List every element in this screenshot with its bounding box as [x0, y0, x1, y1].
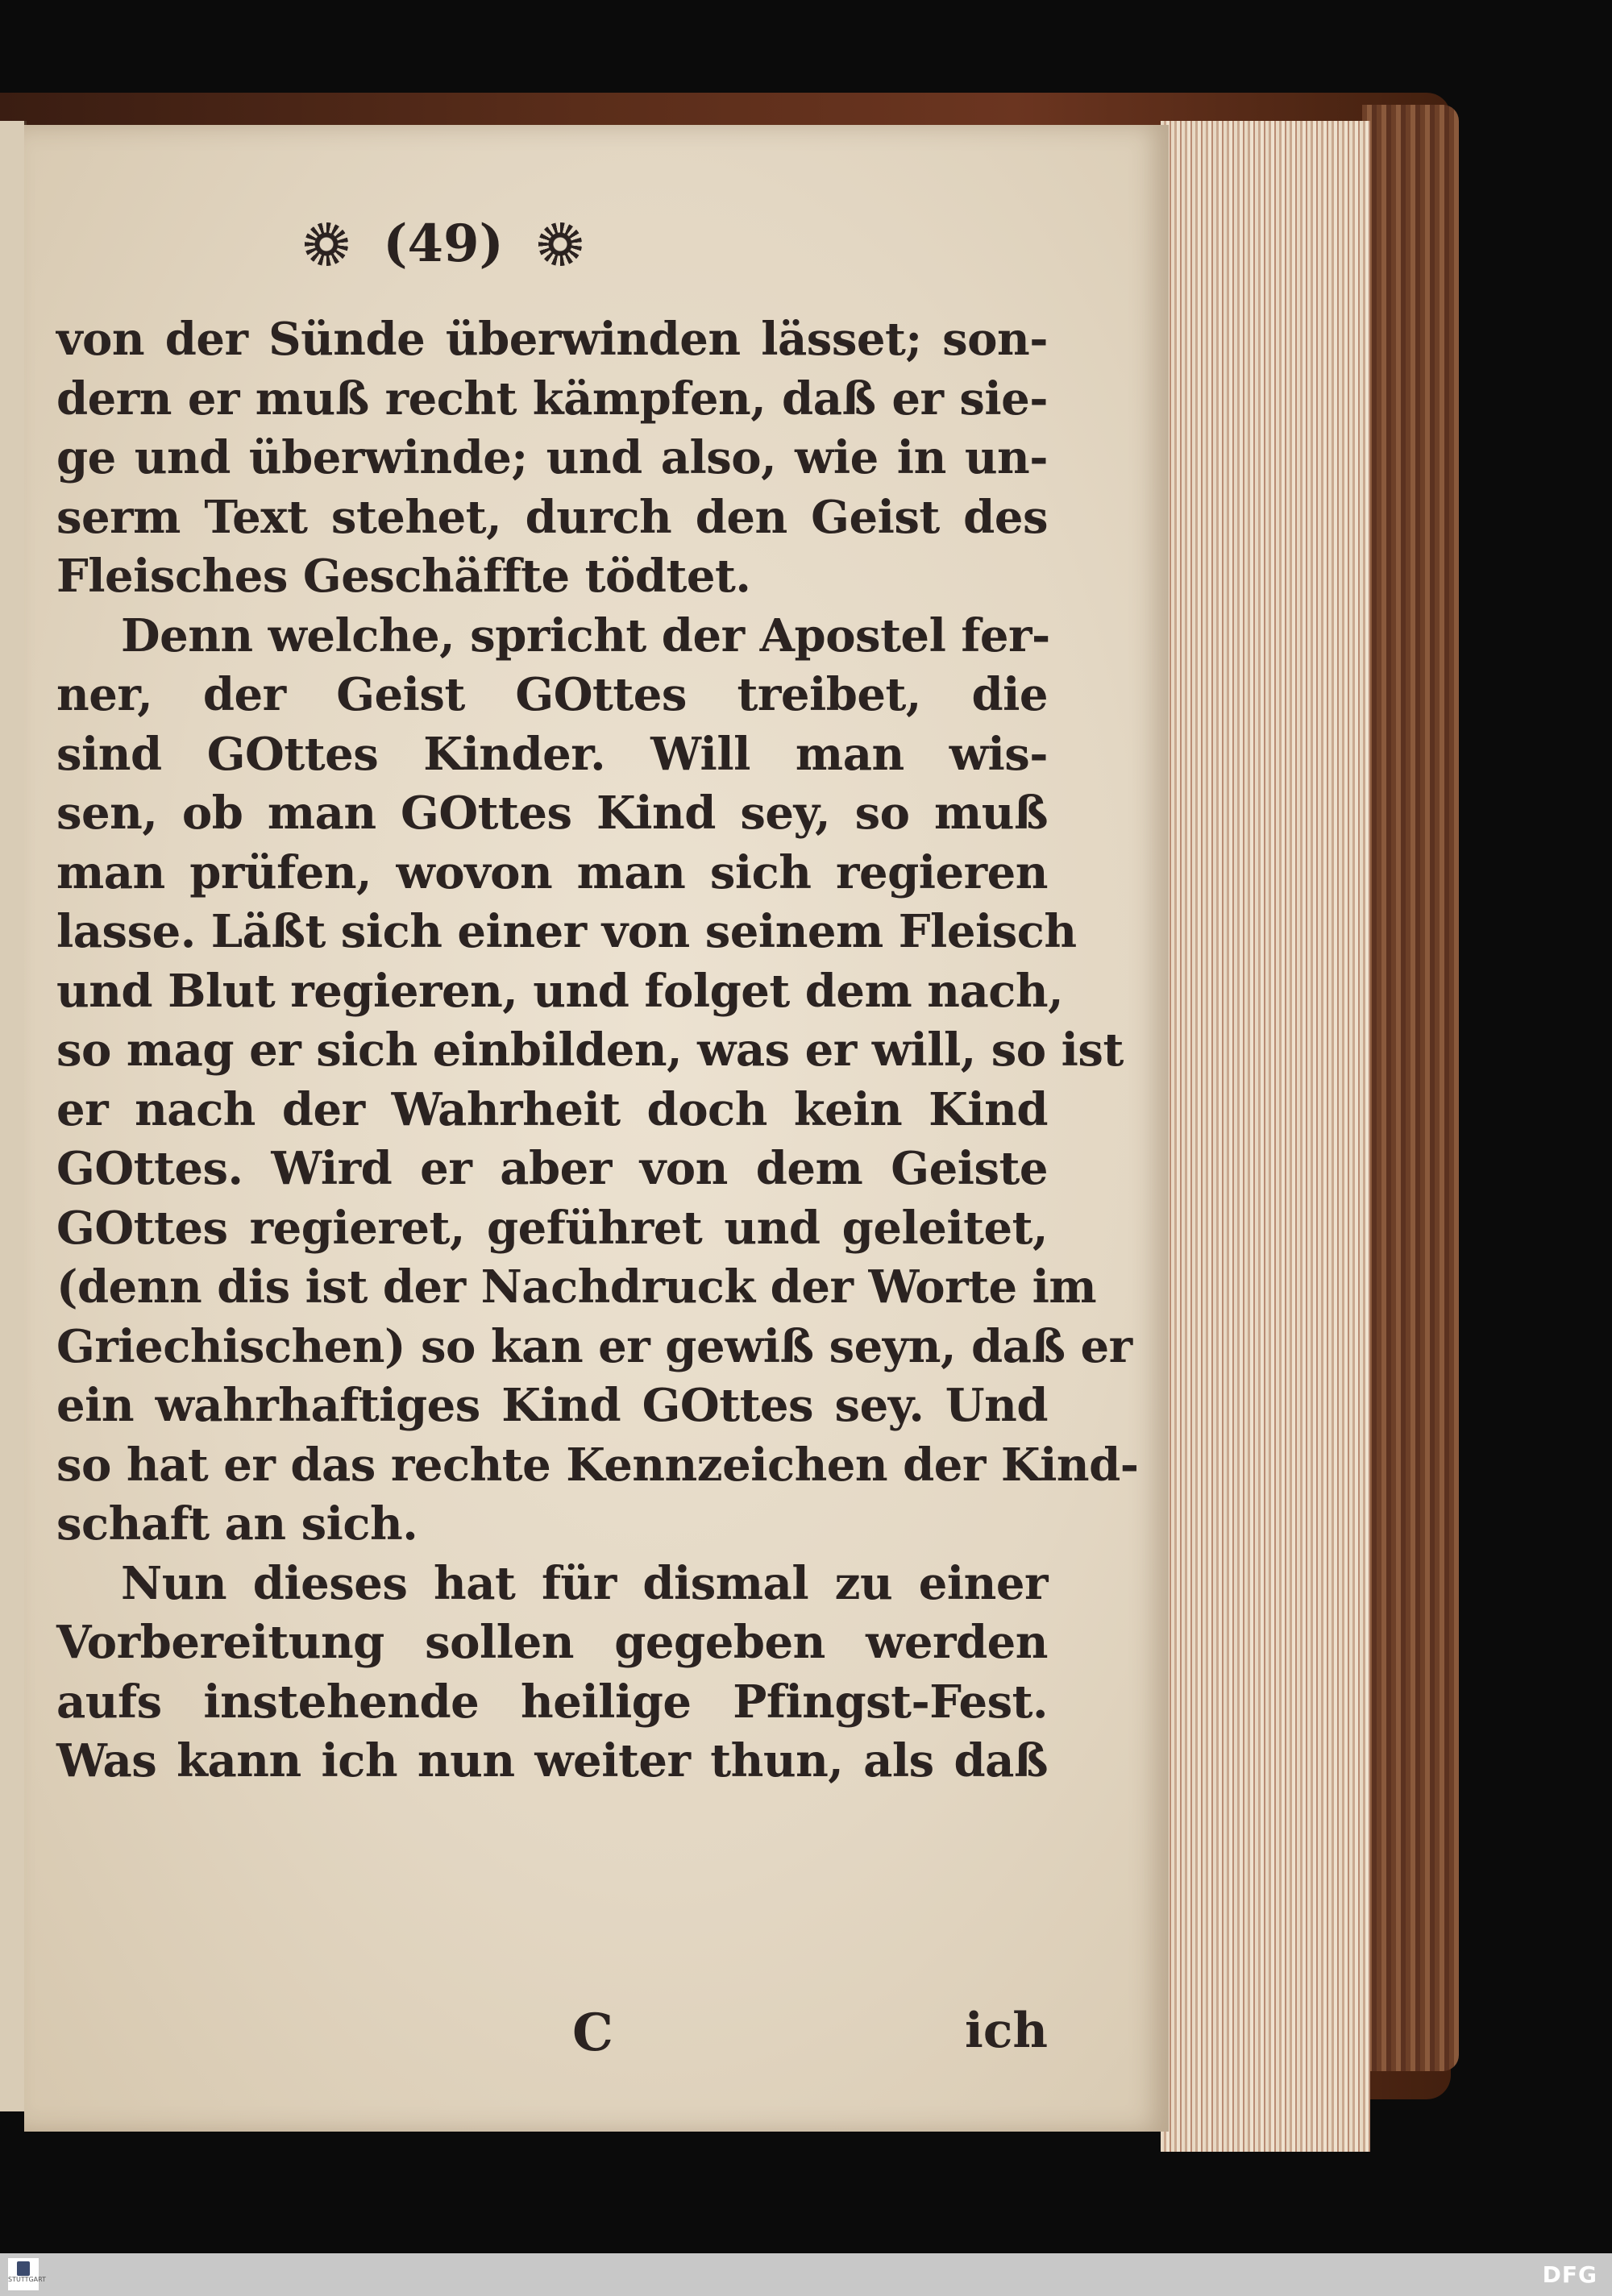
text-line: (denn dis ist der Nachdruck der Worte im	[56, 1260, 1097, 1314]
text-line: ner, der Geist GOttes treibet, die	[56, 668, 1048, 721]
text-line: aufs instehende heilige Pfingst-Fest.	[56, 1675, 1048, 1729]
page-edges	[1161, 121, 1370, 2152]
text-line: sen, ob man GOttes Kind sey, so muß	[56, 787, 1048, 840]
left-page-edge	[0, 121, 27, 2111]
text-line: Was kann ich nun weiter thun, als daß	[56, 1734, 1048, 1787]
library-crest-icon	[17, 2261, 30, 2276]
book-page	[24, 125, 1169, 2132]
text-line: GOttes. Wird er aber von dem Geiste	[56, 1142, 1048, 1195]
signature-mark: C	[572, 2003, 613, 2063]
text-line: ge und überwinde; und also, wie in un-	[56, 431, 1048, 484]
text-line: Nun dieses hat für dismal zu einer	[121, 1556, 1048, 1610]
text-line: Denn welche, spricht der Apostel fer-	[121, 608, 1050, 662]
body-text	[56, 310, 1139, 1792]
text-line: von der Sünde überwinden lässet; son-	[56, 313, 1048, 366]
library-logo-text: STUTTGART	[8, 2276, 46, 2283]
text-line: GOttes regieret, geführet und geleitet,	[56, 1201, 1048, 1255]
text-line: Griechischen) so kan er gewiß seyn, daß er	[56, 1319, 1132, 1373]
text-line: schaft an sich.	[56, 1497, 418, 1551]
page-number: (49)	[383, 214, 504, 274]
flower-ornament-icon	[538, 222, 582, 266]
catchword: ich	[965, 2003, 1048, 2059]
text-line: man prüfen, wovon man sich regieren	[56, 845, 1048, 899]
page-header	[24, 214, 862, 274]
dfg-label: DFG	[1542, 2261, 1597, 2288]
text-line: dern er muß recht kämpfen, daß er sie-	[56, 372, 1048, 426]
text-line: so mag er sich einbilden, was er will, so ist	[56, 1023, 1124, 1077]
text-line: ein wahrhaftiges Kind GOttes sey. Und	[56, 1379, 1048, 1432]
text-line: lasse. Läßt sich einer von seinem Fleisch	[56, 905, 1077, 958]
text-line: Vorbereitung sollen gegeben werden	[56, 1616, 1048, 1669]
text-line: und Blut regieren, und folget dem nach,	[56, 964, 1064, 1018]
flower-ornament-icon	[305, 222, 348, 266]
text-line: serm Text stehet, durch den Geist des	[56, 490, 1048, 544]
text-line: sind GOttes Kinder. Will man wis-	[56, 727, 1048, 781]
book-spine-edge	[1362, 105, 1459, 2071]
text-line: Fleisches Geschäffte tödtet.	[56, 550, 751, 603]
library-logo	[8, 2258, 46, 2290]
text-line: so hat er das rechte Kennzeichen der Kind-	[56, 1438, 1139, 1492]
text-line: er nach der Wahrheit doch kein Kind	[56, 1082, 1048, 1136]
viewer-footer-bar	[0, 2253, 1612, 2296]
